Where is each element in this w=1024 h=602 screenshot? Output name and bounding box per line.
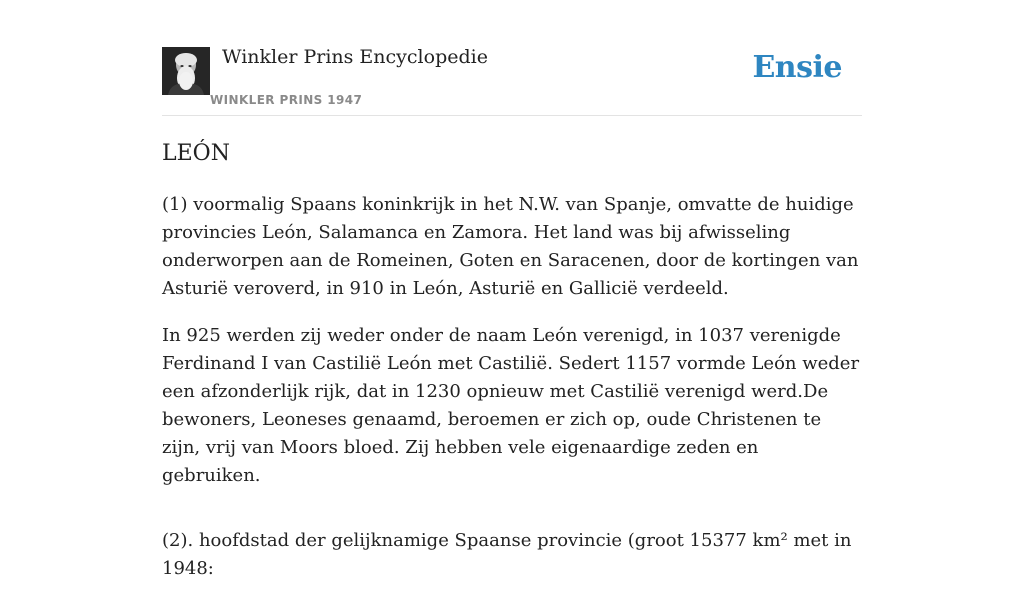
site-header — [162, 40, 862, 116]
article-paragraph: (2). hoofdstad der gelijknamige Spaanse provincie (groot 15377 km² met in 1948: — [162, 530, 852, 579]
portrait-photo-icon — [162, 47, 210, 95]
ensie-logo[interactable]: Ensie — [752, 50, 842, 85]
article-paragraph: In 925 werden zij weder onder de naam León verenigd, in 1037 verenigde Ferdinand I van Castilië León met Castilië. Sedert 1157 vormde León weder een afzonderlijk rijk, dat in 1230 opnieuw met Castilië verenigd werd.De bewoners, Leoneses genaamd, beroemen er zich op, oude Christenen te zijn, vrij van Moors bloed. Zij hebben vele eigenaardige zeden en gebruiken. — [162, 325, 860, 486]
site-title[interactable]: Winkler Prins Encyclopedie — [222, 46, 488, 68]
source-label[interactable]: WINKLER PRINS 1947 — [210, 93, 363, 107]
article-paragraph: (1) voormalig Spaans koninkrijk in het N.W. van Spanje, omvatte de huidige provincies León, Salamanca en Zamora. Het land was bij afwisseling onderworpen aan de Romeinen, Goten en Saracenen, door de kortingen van Asturië veroverd, in 910 in León, Asturië en Gallicië verdeeld. — [162, 194, 859, 299]
article — [162, 137, 862, 602]
author-avatar[interactable] — [162, 47, 210, 95]
article-title: LEÓN — [162, 141, 230, 166]
